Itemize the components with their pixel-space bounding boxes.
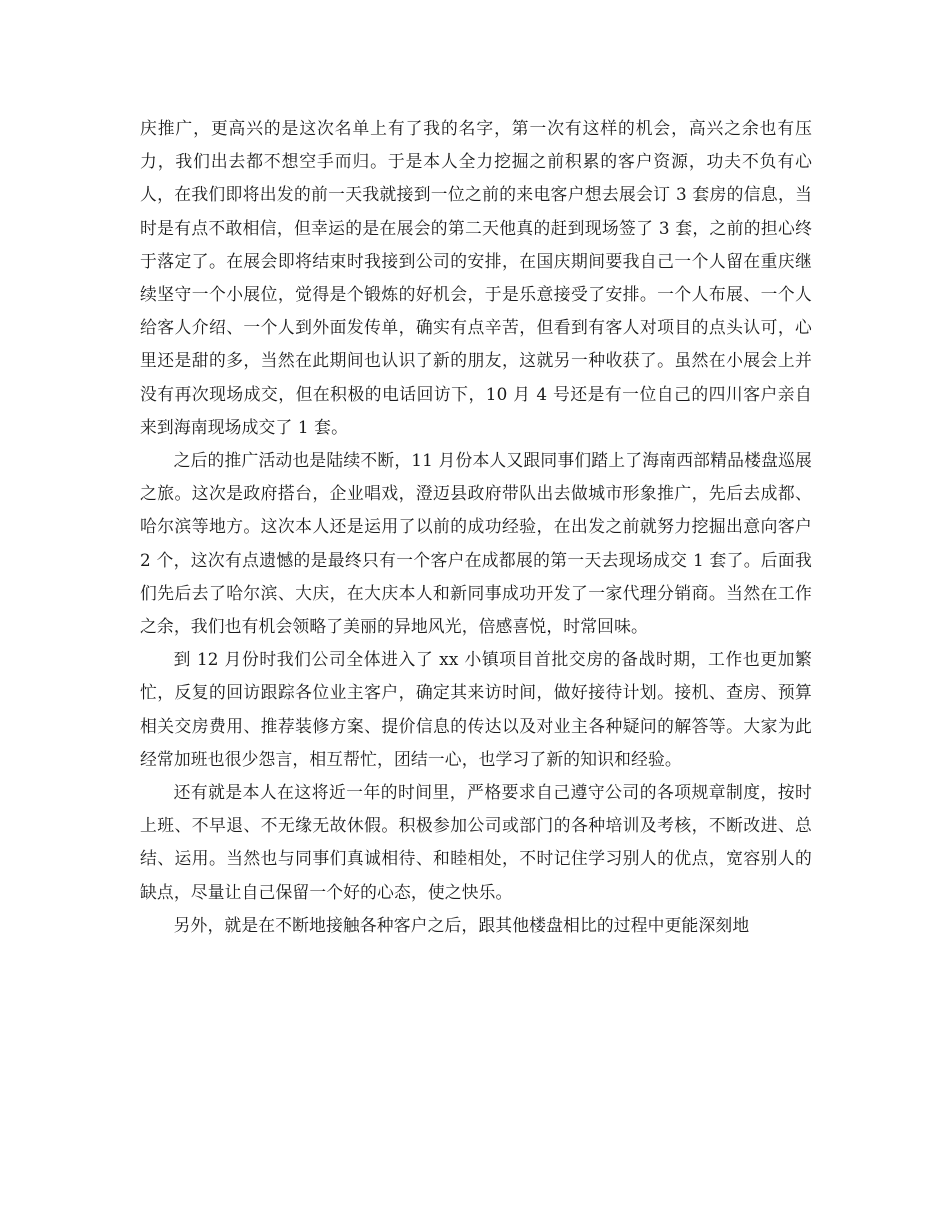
paragraph-handover-preparation: 到 12 月份时我们公司全体进入了 xx 小镇项目首批交房的备战时期，工作也更加繁忙，反复的回访跟踪各位业主客户，确定其来访时间，做好接待计划。接机、查房、预算相关交房费用、推荐装修方案、提价信息的传达以及对业主各种疑问的解答等。大家为此经常加班也很少怨言，相互帮忙，团结一心，也学习了新的知识和经验。 [140,649,812,769]
paragraph-additional: 另外，就是在不断地接触各种客户之后，跟其他楼盘相比的过程中更能深刻地 [173,914,750,935]
paragraph-continuation: 庆推广，更高兴的是这次名单上有了我的名字，第一次有这样的机会，高兴之余也有压力，我们出去都不想空手而归。于是本人全力挖掘之前积累的客户资源，功夫不负有心人，在我们即将出发的前一天我就接到一位之前的来电客户想去展会订 3 套房的信息，当时是有点不敢相信，但幸运的是在展会的第二天他真的赶到现场签了 3 套，之前的担心终于落定了。在展会即将结束时我接到公司的安排，在国庆期间要我自己一个人留在重庆继续坚守一个小展位，觉得是个锻炼的好机会，于是乐意接受了安排。一个人布展、一个人给客人介绍、一个人到外面发传单，确实有点辛苦，但看到有客人对项目的点头认可，心里还是甜的多，当然在此期间也认识了新的朋友，这就另一种收获了。虽然在小展会上并没有再次现场成交，但在积极的电话回访下，10 月 4 号还是有一位自己的四川客户亲自来到海南现场成交了 1 套。 [140,118,812,437]
document-body [140,112,812,942]
paragraph-promotion-tour: 之后的推广活动也是陆续不断，11 月份本人又跟同事们踏上了海南西部精品楼盘巡展之旅。这次是政府搭台，企业唱戏，澄迈县政府带队出去做城市形象推广，先后去成都、哈尔滨等地方。这次本人还是运用了以前的成功经验，在出发之前就努力挖掘出意向客户 2 个，这次有点遗憾的是最终只有一个客户在成都展的第一天去现场成交 1 套了。后面我们先后去了哈尔滨、大庆，在大庆本人和新同事成功开发了一家代理分销商。当然在工作之余，我们也有机会领略了美丽的异地风光，倍感喜悦，时常回味。 [140,450,812,637]
paragraph-discipline: 还有就是本人在这将近一年的时间里，严格要求自己遵守公司的各项规章制度，按时上班、不早退、不无缘无故休假。积极参加公司或部门的各种培训及考核，不断改进、总结、运用。当然也与同事们真诚相待、和睦相处，不时记住学习别人的优点，宽容别人的缺点，尽量让自己保留一个好的心态，使之快乐。 [140,782,812,902]
